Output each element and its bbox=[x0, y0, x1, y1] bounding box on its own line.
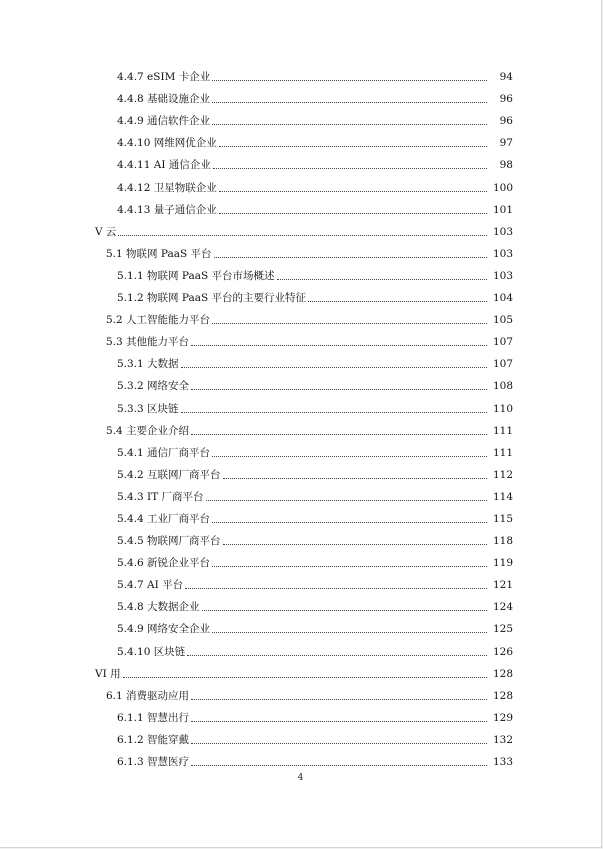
toc-entry-page-number: 103 bbox=[492, 247, 513, 260]
toc-entry[interactable] bbox=[0, 419, 601, 441]
toc-entry-label: 5.3.1 大数据 bbox=[117, 358, 179, 371]
toc-entry[interactable] bbox=[0, 374, 601, 396]
toc-dot-leader bbox=[212, 102, 487, 103]
toc-entry-label: 4.4.9 通信软件企业 bbox=[117, 115, 211, 128]
toc-entry-page-number: 128 bbox=[492, 689, 513, 702]
toc-entry-label: 5.3.3 区块链 bbox=[117, 402, 179, 415]
toc-entry-page-number: 110 bbox=[492, 402, 513, 415]
toc-entry-label: 5.2 人工智能能力平台 bbox=[106, 314, 211, 327]
toc-entry-label: 5.4.1 通信厂商平台 bbox=[117, 446, 211, 459]
toc-entry-page-number: 103 bbox=[492, 225, 513, 238]
toc-entry-label: 5.1 物联网 PaaS 平台 bbox=[106, 247, 212, 260]
toc-entry-page-number: 125 bbox=[492, 623, 513, 636]
toc-entry[interactable] bbox=[0, 109, 601, 131]
toc-entry-label: VI 用 bbox=[95, 667, 121, 680]
toc-dot-leader bbox=[212, 456, 487, 457]
toc-entry[interactable] bbox=[0, 198, 601, 220]
toc-entry-page-number: 111 bbox=[492, 424, 513, 437]
toc-entry-page-number: 112 bbox=[492, 468, 513, 481]
toc-dot-leader bbox=[212, 632, 487, 633]
toc-entry[interactable] bbox=[0, 662, 601, 684]
toc-entry-label: 5.4.7 AI 平台 bbox=[117, 579, 184, 592]
toc-entry-label: 5.4.3 IT 厂商平台 bbox=[117, 490, 204, 503]
toc-entry-page-number: 100 bbox=[492, 181, 513, 194]
toc-entry-page-number: 98 bbox=[499, 159, 513, 172]
toc-dot-leader bbox=[219, 191, 487, 192]
toc-dot-leader bbox=[219, 146, 487, 147]
toc-entry[interactable] bbox=[0, 485, 601, 507]
toc-dot-leader bbox=[308, 301, 487, 302]
toc-entry-label: 4.4.11 AI 通信企业 bbox=[117, 159, 211, 172]
toc-entry-label: 4.4.12 卫星物联企业 bbox=[117, 181, 217, 194]
toc-entry-page-number: 119 bbox=[492, 557, 513, 570]
toc-dot-leader bbox=[219, 213, 487, 214]
toc-entry[interactable] bbox=[0, 706, 601, 728]
toc-entry-label: 6.1.3 智慧医疗 bbox=[117, 756, 190, 768]
toc-entry-page-number: 94 bbox=[499, 71, 513, 84]
toc-entry[interactable] bbox=[0, 286, 601, 308]
toc-entry[interactable] bbox=[0, 242, 601, 264]
toc-dot-leader bbox=[187, 655, 487, 656]
toc-entry-page-number: 126 bbox=[492, 645, 513, 658]
toc-entry[interactable] bbox=[0, 264, 601, 286]
toc-dot-leader bbox=[223, 544, 487, 545]
toc-entry-label: 5.3 其他能力平台 bbox=[106, 336, 190, 349]
toc-dot-leader bbox=[212, 522, 487, 523]
toc-entry-page-number: 108 bbox=[492, 380, 513, 393]
toc-entry-page-number: 133 bbox=[492, 756, 513, 768]
toc-entry[interactable] bbox=[0, 684, 601, 706]
toc-entry[interactable] bbox=[0, 728, 601, 750]
toc-entry-page-number: 111 bbox=[492, 446, 513, 459]
toc-entry-label: 5.4.5 物联网厂商平台 bbox=[117, 535, 221, 548]
toc-entry-page-number: 105 bbox=[492, 314, 513, 327]
toc-dot-leader bbox=[191, 721, 487, 722]
toc-dot-leader bbox=[212, 323, 487, 324]
toc-entry-page-number: 107 bbox=[492, 358, 513, 371]
toc-entry-page-number: 118 bbox=[492, 535, 513, 548]
toc-dot-leader bbox=[206, 500, 487, 501]
toc-entry[interactable] bbox=[0, 153, 601, 175]
toc-entry-label: 5.4.2 互联网厂商平台 bbox=[117, 468, 221, 481]
toc-entry-label: V 云 bbox=[95, 225, 117, 238]
toc-dot-leader bbox=[185, 588, 487, 589]
toc-entry-page-number: 103 bbox=[492, 269, 513, 282]
toc-entry[interactable] bbox=[0, 220, 601, 242]
toc-entry[interactable] bbox=[0, 65, 601, 87]
toc-dot-leader bbox=[181, 412, 487, 413]
toc-entry-page-number: 107 bbox=[492, 336, 513, 349]
toc-entry-label: 5.3.2 网络安全 bbox=[117, 380, 190, 393]
toc-entry-label: 6.1 消费驱动应用 bbox=[106, 689, 190, 702]
toc-entry-page-number: 104 bbox=[492, 292, 513, 305]
toc-entry-page-number: 114 bbox=[492, 490, 513, 503]
toc-entry-label: 5.4.9 网络安全企业 bbox=[117, 623, 211, 636]
toc-dot-leader bbox=[118, 235, 487, 236]
toc-entry[interactable] bbox=[0, 551, 601, 573]
toc-entry-page-number: 124 bbox=[492, 601, 513, 614]
table-of-contents bbox=[0, 65, 601, 772]
toc-entry[interactable] bbox=[0, 463, 601, 485]
toc-dot-leader bbox=[202, 610, 487, 611]
toc-entry[interactable] bbox=[0, 396, 601, 418]
toc-entry-label: 6.1.1 智慧出行 bbox=[117, 711, 190, 724]
toc-entry-page-number: 115 bbox=[492, 512, 513, 525]
toc-dot-leader bbox=[212, 80, 487, 81]
toc-entry[interactable] bbox=[0, 441, 601, 463]
toc-entry-label: 5.1.2 物联网 PaaS 平台的主要行业特征 bbox=[117, 292, 307, 305]
toc-dot-leader bbox=[123, 677, 487, 678]
toc-entry[interactable] bbox=[0, 131, 601, 153]
toc-entry-page-number: 128 bbox=[492, 667, 513, 680]
toc-dot-leader bbox=[214, 257, 487, 258]
toc-entry[interactable] bbox=[0, 573, 601, 595]
toc-entry[interactable] bbox=[0, 308, 601, 330]
toc-dot-leader bbox=[191, 345, 487, 346]
toc-entry-label: 5.4.8 大数据企业 bbox=[117, 601, 200, 614]
toc-entry-page-number: 97 bbox=[499, 137, 513, 150]
page-number: 4 bbox=[297, 773, 304, 783]
toc-dot-leader bbox=[191, 699, 487, 700]
toc-entry-page-number: 121 bbox=[492, 579, 513, 592]
toc-entry-label: 5.4.4 工业厂商平台 bbox=[117, 512, 211, 525]
toc-dot-leader bbox=[191, 765, 487, 766]
toc-dot-leader bbox=[213, 168, 487, 169]
toc-entry[interactable] bbox=[0, 507, 601, 529]
toc-dot-leader bbox=[212, 124, 487, 125]
toc-entry[interactable] bbox=[0, 330, 601, 352]
toc-entry[interactable] bbox=[0, 529, 601, 551]
toc-entry-page-number: 132 bbox=[492, 733, 513, 746]
toc-entry-label: 5.4 主要企业介绍 bbox=[106, 424, 190, 437]
toc-entry[interactable] bbox=[0, 175, 601, 197]
toc-dot-leader bbox=[277, 279, 487, 280]
toc-entry-page-number: 101 bbox=[492, 203, 513, 216]
toc-dot-leader bbox=[191, 389, 487, 390]
toc-entry[interactable] bbox=[0, 595, 601, 617]
toc-entry-label: 4.4.13 量子通信企业 bbox=[117, 203, 217, 216]
toc-entry[interactable] bbox=[0, 639, 601, 661]
toc-dot-leader bbox=[191, 743, 487, 744]
toc-entry-label: 6.1.2 智能穿戴 bbox=[117, 733, 190, 746]
toc-dot-leader bbox=[223, 478, 487, 479]
toc-entry-label: 4.4.10 网维网优企业 bbox=[117, 137, 217, 150]
toc-entry-page-number: 129 bbox=[492, 711, 513, 724]
toc-dot-leader bbox=[191, 434, 487, 435]
toc-entry-label: 4.4.8 基础设施企业 bbox=[117, 93, 211, 106]
toc-entry[interactable] bbox=[0, 750, 601, 772]
toc-dot-leader bbox=[212, 566, 487, 567]
toc-entry-label: 5.1.1 物联网 PaaS 平台市场概述 bbox=[117, 269, 275, 282]
toc-entry-label: 5.4.6 新锐企业平台 bbox=[117, 557, 211, 570]
toc-entry[interactable] bbox=[0, 352, 601, 374]
toc-entry-label: 5.4.10 区块链 bbox=[117, 645, 186, 658]
toc-entry-label: 4.4.7 eSIM 卡企业 bbox=[117, 71, 211, 84]
toc-dot-leader bbox=[181, 367, 487, 368]
toc-entry-page-number: 96 bbox=[499, 115, 513, 128]
toc-entry-page-number: 96 bbox=[499, 93, 513, 106]
toc-entry[interactable] bbox=[0, 87, 601, 109]
toc-entry[interactable] bbox=[0, 617, 601, 639]
